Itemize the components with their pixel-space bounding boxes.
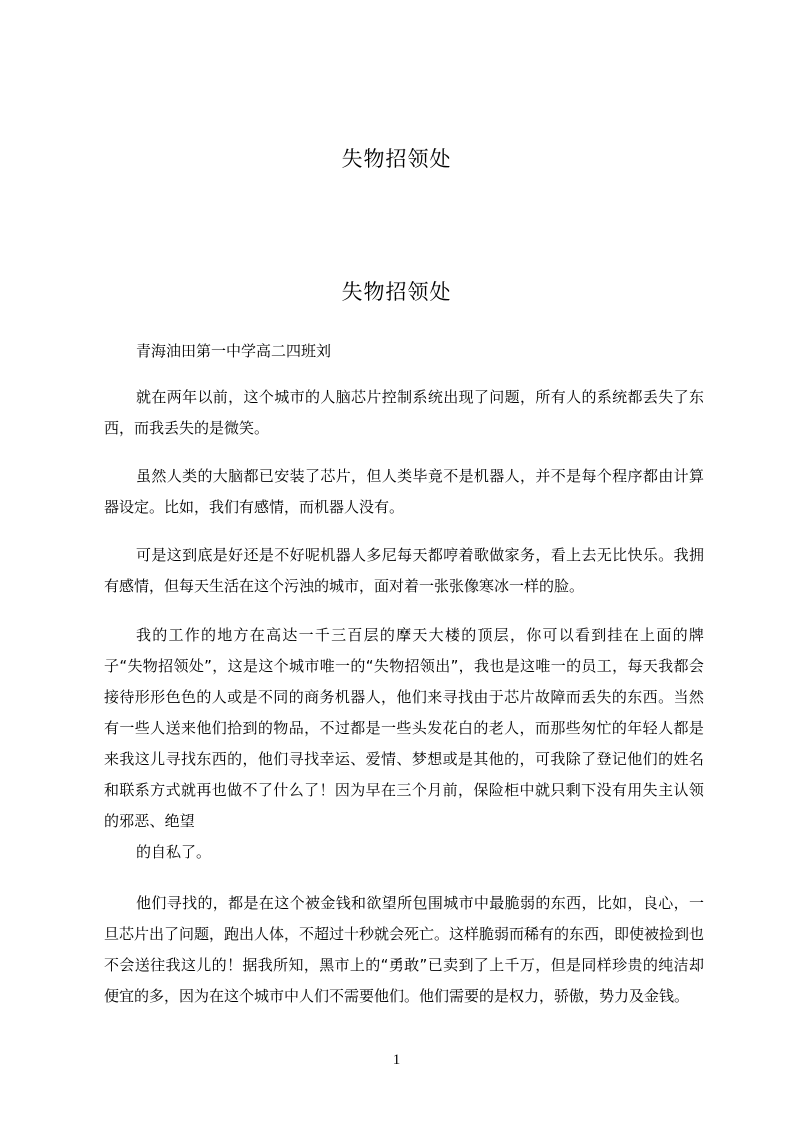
page-number: 1	[392, 1052, 401, 1068]
paragraph-5: 的自私了。	[136, 843, 212, 861]
paragraph-6: 他们寻找的，都是在这个被金钱和欲望所包围城市中最脆弱的东西，比如，良心，一旦芯片出了问题，跑出人体，不超过十秒就会死亡。这样脆弱而稀有的东西，即使被捡到也不会送往我这儿的！据我所知，黑市上的“勇敢”已卖到了上千万，但是同样珍贵的纯洁却便宜的多，因为在这个城市中人们不需要他们。他们需要的是权力，骄傲，势力及金钱。	[104, 894, 705, 1005]
paragraph-3: 可是这到底是好还是不好呢机器人多尼每天都哼着歌做家务，看上去无比快乐。我拥有感情，但每天生活在这个污浊的城市，面对着一张张像寒冰一样的脸。	[104, 546, 704, 595]
document-title: 失物招领处	[341, 280, 452, 304]
author-line: 青海油田第一中学高二四班刘	[136, 342, 332, 360]
paragraph-2: 虽然人类的大脑都已安装了芯片，但人类毕竟不是机器人，并不是每个程序都由计算器设定。比如，我们有感情，而机器人没有。	[104, 467, 704, 516]
paragraph-4: 我的工作的地方在高达一千三百层的摩天大楼的顶层，你可以看到挂在上面的牌子“失物招领处”，这是这个城市唯一的“失物招领出”，我也是这唯一的员工，每天我都会接待形形色色的人或是不同的商务机器人，他们来寻找由于芯片故障而丢失的东西。当然有一些人送来他们拾到的物品，不过都是一些头发花白的老人，而那些匆忙的年轻人都是来我这儿寻找东西的，他们寻找幸运、爱情、梦想或是其他的，可我除了登记他们的姓名和联系方式就再也做不了什么了！因为早在三个月前，保险柜中就只剩下没有用失主认领的邪恶、绝望	[104, 626, 704, 830]
paragraph-1: 就在两年以前，这个城市的人脑芯片控制系统出现了问题，所有人的系统都丢失了东西，而我丢失的是微笑。	[104, 388, 704, 437]
header-title: 失物招领处	[341, 147, 452, 171]
